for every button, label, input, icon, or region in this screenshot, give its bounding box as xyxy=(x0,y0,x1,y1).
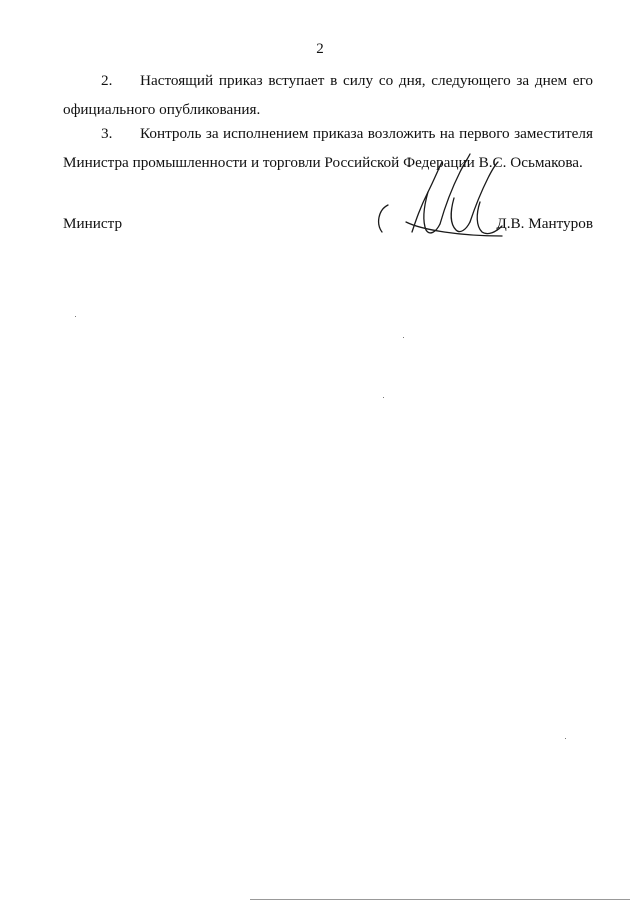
scan-speck xyxy=(75,316,76,317)
paragraph-number: 3. xyxy=(101,125,113,142)
scan-edge-line xyxy=(250,899,630,900)
signatory-title: Министр xyxy=(63,215,123,232)
scan-speck xyxy=(565,738,566,739)
signature-row xyxy=(63,215,593,245)
scan-speck xyxy=(403,337,404,338)
scan-speck xyxy=(383,397,384,398)
paragraph-3 xyxy=(63,119,593,177)
paragraph-2 xyxy=(63,66,593,124)
handwritten-signature xyxy=(370,150,510,240)
paragraph-text: Контроль за исполнением приказа возложить на первого заместителя Министра промышленности и торговли Российской Федерации В.С. Осьмакова. xyxy=(63,125,593,171)
signatory-name: Д.В. Мантуров xyxy=(496,215,593,232)
paragraph-text: Настоящий приказ вступает в силу со дня, следующего за днем его официального опубликования. xyxy=(63,72,593,118)
page-number: 2 xyxy=(316,41,324,57)
paragraph-number: 2. xyxy=(101,72,113,89)
